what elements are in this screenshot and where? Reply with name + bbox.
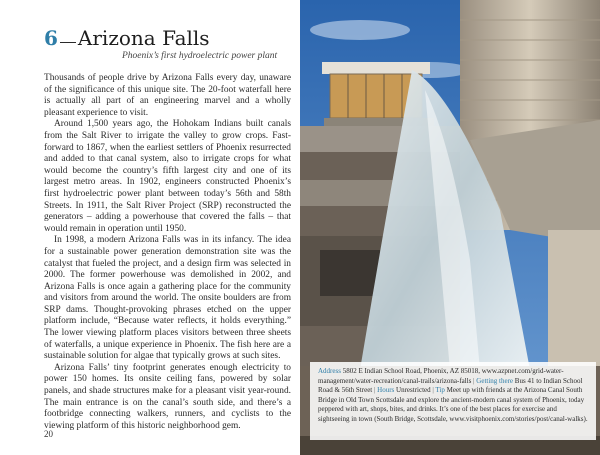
heading-rule <box>60 42 76 43</box>
address-text: 5802 E Indian School Road, Phoenix, AZ 85018, www.azpnet.com/grid-water-management/water-recreation/canal-trails/arizona-falls <box>318 367 564 385</box>
chapter-title: Arizona Falls <box>77 26 210 50</box>
separator: | <box>374 386 376 395</box>
getting-there-text: Bus 41 to Indian School Road & 56th Street <box>318 376 583 395</box>
right-page <box>300 0 600 455</box>
tip-label: Tip <box>435 386 445 395</box>
info-caption <box>310 362 596 440</box>
chapter-number: 6 <box>44 26 58 50</box>
separator: | <box>473 376 475 385</box>
chapter-heading <box>44 26 284 61</box>
chapter-subtitle: Phoenix’s first hydroelectric power plant <box>122 51 278 61</box>
paragraph: Around 1,500 years ago, the Hohokam Indians built canals from the Salt River to irrigate the valley to grow crops. Fast-forward to 1867, when the earliest settlers of Phoenix resurrected and added to that canal system, also to irrigate crops for what would become the country’s fifth largest city and one of its largest metro areas. In 1902, engineers constructed Phoenix’s first hydroelectric power plant between today’s 56th and 58th Streets. In 1911, the Salt River Project (SRP) reconstructed the generators – adding a powerhouse that covered the falls – that would remain in operation until 1950. <box>44 119 291 234</box>
hours-label: Hours <box>377 386 395 395</box>
paragraph: In 1998, a modern Arizona Falls was in its infancy. The idea for a sustainable power generation demonstration site was the catalyst that fueled the project, and a design firm was selected in 2000. The former powerhouse was demolished in 2002, and Arizona Falls is once again a gathering place for the community and visitors from around the world. The onsite boulders are from SRP dams. Thought-provoking phrases etched on the upper platform include, “Because water reflects, it holds everything.” The lower viewing platform places visitors between three sheets of waterfalls, a unique experience in Phoenix. The fish here are a sustainable solution for algae that typically grows at such sites. <box>44 235 291 362</box>
paragraph: Thousands of people drive by Arizona Falls every day, unaware of the significance of this unique site. The 20-foot waterfall here is actually all part of an engineering marvel and a wholly pleasant experience to visit. <box>44 73 291 118</box>
getting-there-label: Getting there <box>476 376 514 385</box>
tip-text: Meet up with friends at the Arizona Canal South Bridge in Old Town Scottsdale and explore the ancient-modern canal system of Phoenix, today peppered with art, shops, bites, and drinks. It’s one of the best places for exercise and sightseeing in town (South Bridge, Scottsdale, www.visitphoenix.com/stories/post/canal-walks). <box>318 386 588 423</box>
address-label: Address <box>318 367 341 375</box>
paragraph: Arizona Falls’ tiny footprint generates enough electricity to power 150 homes. Its onsite ceiling fans, powered by solar panels, and shade structures make for a pleasant visit year-round. The main entrance is on the canal’s south side, and there’s a footbridge connecting walkers, runners, and cyclists to the viewing platform of this historic neighborhood gem. <box>44 362 291 431</box>
separator: | <box>432 386 434 395</box>
hours-text: Unrestricted <box>396 386 431 395</box>
body-text <box>44 73 291 432</box>
page-number: 20 <box>44 429 53 439</box>
